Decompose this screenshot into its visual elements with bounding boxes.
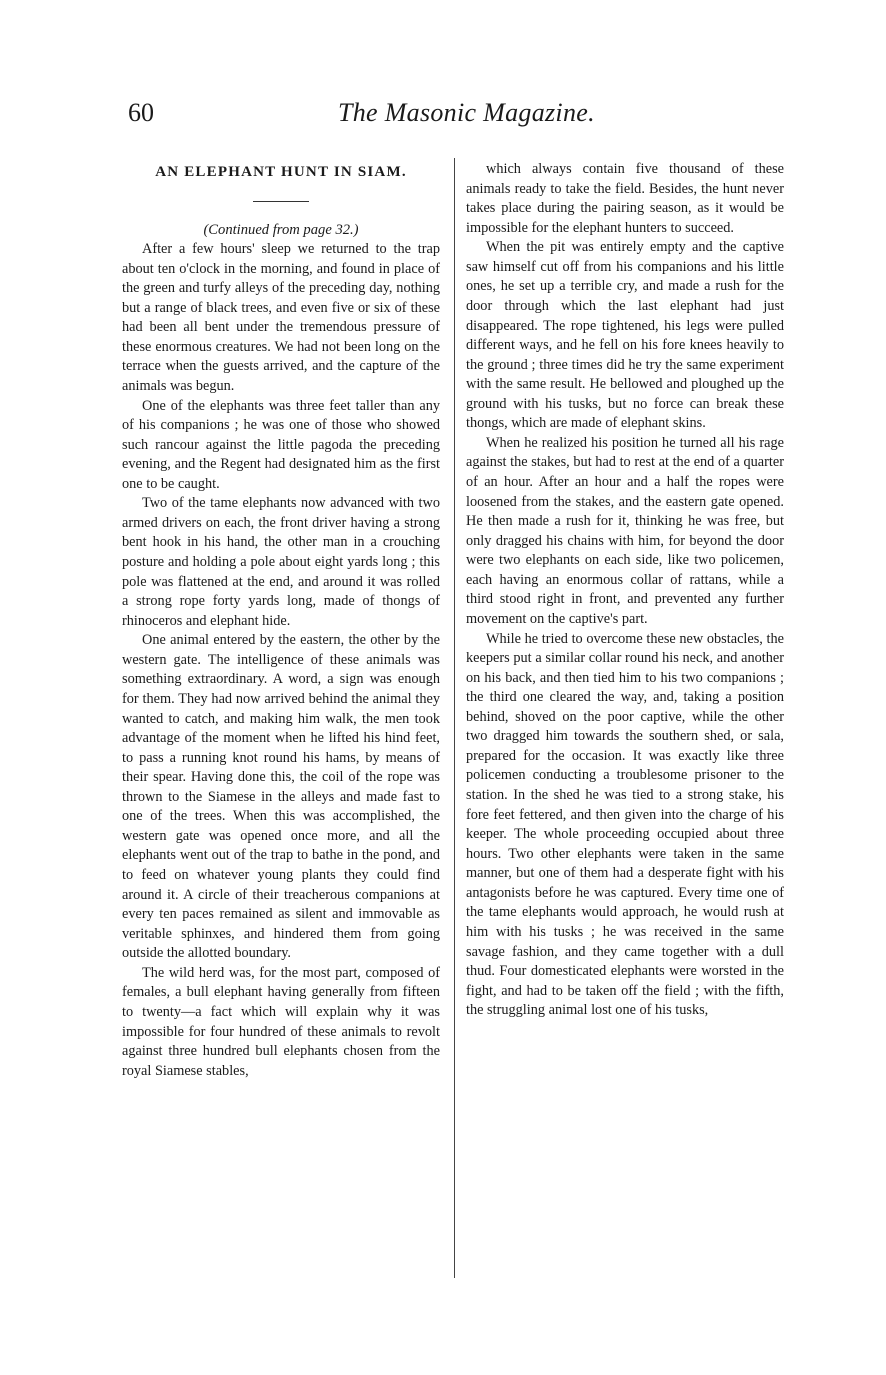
article-title: AN ELEPHANT HUNT IN SIAM.: [155, 164, 407, 180]
paragraph: When the pit was entirely empty and the captive saw himself cut off from his companions and his little ones, he set up a terrible cry, and made a rush for the door through which the last elephant had just disappeared. The rope tightened, his legs were pulled different ways, and he fell on his fore knees heavily to the ground ; three times did he try the same experiment with the same result. He bellowed and ploughed up the ground with his tusks, but no force can break these thongs, which are made of elephant skins.: [466, 239, 784, 432]
paragraph: When he realized his position he turned all his rage against the stakes, but had to rest at the end of a quarter of an hour. After an hour and a half the ropes were loosened from the stakes, and the eastern gate opened. He then made a rush for it, thinking he was free, but only dragged his chains with him, for beyond the door were two elephants on each side, like two policemen, each having an enormous collar of rattans, while a third stood right in front, and prevented any further movement on the captive's part.: [466, 434, 784, 627]
continued-note: (Continued from page 32.): [203, 222, 359, 238]
title-rule: [253, 201, 309, 202]
paragraph: One animal entered by the eastern, the other by the western gate. The intelligence of these animals was something extraordinary. A word, a sign was enough for them. They had now arrived behind the animal they wanted to catch, and making him walk, the men took advantage of the moment when he lifted his hind feet, to pass a running knot round his hams, by means of their spear. Having done this, the coil of the rope was thrown to the Siamese in the alleys and made fast to one of the trees. When this was accomplished, the western gate was opened once more, and all the elephants went out of the trap to bathe in the pond, and to feed on whatever young plants they could find around it. A circle of their treacherous companions at every ten paces remained as silent and immovable as veritable sphinxes, and hindered them from going outside the allotted boundary.: [122, 632, 440, 962]
column-divider: [454, 158, 455, 1278]
paragraph: Two of the tame elephants now advanced with two armed drivers on each, the front driver having a strong bent hook in his hand, the other man in a crouching posture and holding a pole about eight yards long ; this pole was flattened at the end, and around it was rolled a strong rope forty yards long, made of thongs of rhinoceros and elephant hide.: [122, 495, 440, 629]
left-column: [122, 160, 440, 1081]
paragraph: One of the elephants was three feet taller than any of his companions ; he was one of those who showed such rancour against the little pagoda the preceding evening, and the Regent had designated him as the first one to be caught.: [122, 397, 440, 492]
paragraph: After a few hours' sleep we returned to the trap about ten o'clock in the morning, and found in place of the green and turfy alleys of the preceding day, nothing but a range of black trees, and even five or six of these had been all bent under the tremendous pressure of these enormous creatures. We had not been long on the terrace when the guests arrived, and the capture of the animals was begun.: [122, 241, 440, 394]
page-number: 60: [128, 98, 154, 127]
paragraph: While he tried to overcome these new obstacles, the keepers put a similar collar round his neck, and another on his back, and then tied him to his two companions ; the third one cleared the way, and, taking a position behind, shoved on the poor captive, while the other two dragged him towards the southern shed, or sala, prepared for the occasion. It was exactly like three policemen conducting a troublesome prisoner to the station. In the shed he was tied to a strong stake, his fore feet fettered, and then given into the charge of his keeper. The whole proceeding occupied about three hours. Two other elephants were taken in the same manner, but one of them had a desperate fight with his antagonists before he was captured. Every time one of the tame elephants would approach, he would rush at him with his tusks ; he was received in the same savage fashion, and they came together with a dull thud. Four domesticated elephants were worsted in the fight, and had to be taken off the field ; with the fifth, the struggling animal lost one of his tusks,: [466, 630, 784, 1019]
paragraph: which always contain five thousand of these animals ready to take the field. Besides, the hunt never takes place during the pairing season, as it would be impossible for the elephant hunters to succeed.: [466, 161, 784, 236]
running-head: The Masonic Magazine.: [338, 98, 595, 127]
right-column: [466, 160, 784, 1021]
paragraph: The wild herd was, for the most part, composed of females, a bull elephant having generally from fifteen to twenty—a fact which will explain why it was impossible for four hundred of these animals to revolt against three hundred bull elephants chosen from the royal Siamese stables,: [122, 964, 440, 1079]
page-header: [128, 98, 774, 138]
